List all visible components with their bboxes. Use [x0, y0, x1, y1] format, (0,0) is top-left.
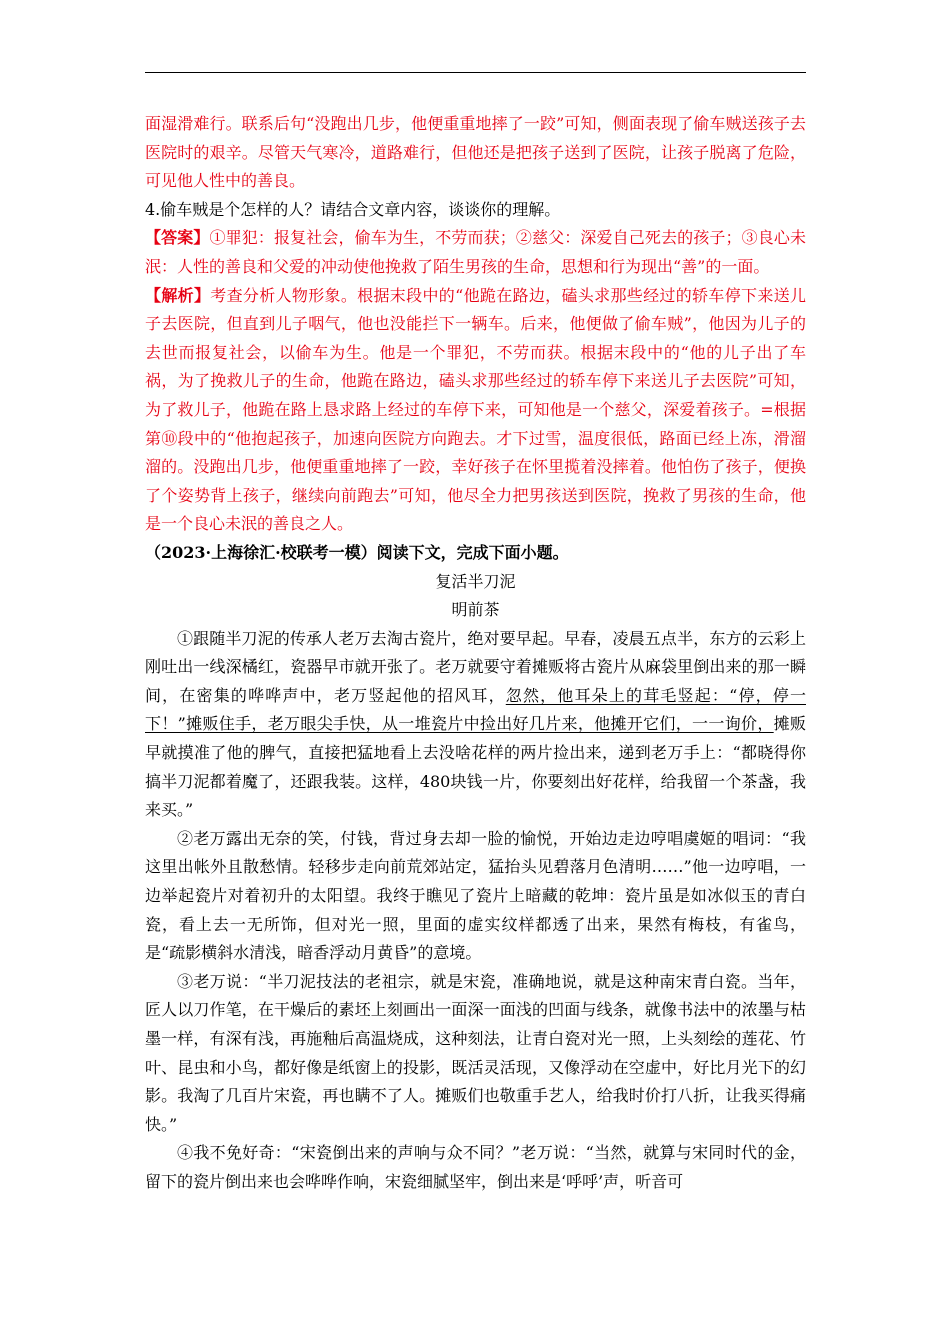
- previous-analysis-tail: 面湿滑难行。联系后句“没跑出几步，他便重重地摔了一跤”可知，侧面表现了偷车贼送孩子去医院时的艰辛。尽管天气寒冷，道路难行，但他还是把孩子送到了医院，让孩子脱离了危险，可见他人性中的善良。: [145, 114, 806, 191]
- analysis-text: 考查分析人物形象。根据末段中的“他跪在路边，磕头求那些经过的轿车停下来送儿子去医院，但直到儿子咽气，他也没能拦下一辆车。后来，他便做了偷车贼”，他因为儿子的去世而报复社会，以偷车为生。他是一个罪犯，不劳而获。根据末段中的“他的儿子出了车祸，为了挽救儿子的生命，他跪在路边，磕头求那些经过的轿车停下来送儿子去医院”可知，为了救儿子，他跪在路上恳求路上经过的车停下来，可知他是一个慈父，深爱着孩子。=根据第⑩段中的“他抱起孩子，加速向医院方向跑去。才下过雪，温度很低，路面已经上冻，滑溜溜的。没跑出几步，他便重重地摔了一跤，幸好孩子在怀里揽着没摔着。他怕伤了孩子，便换了个姿势背上孩子，继续向前跑去”可知，他尽全力把男孩送到医院，挽救了男孩的生命，他是一个良心未泯的善良之人。: [145, 285, 806, 534]
- analysis-label: 【解析】: [145, 285, 211, 305]
- analysis-4: [145, 282, 806, 539]
- answer-text: ①罪犯：报复社会，偷车为生，不劳而获；②慈父：深爱自己死去的孩子；③良心未泯：人性的善良和父爱的冲动使他挽救了陌生男孩的生命，思想和行为现出“善”的一面。: [145, 228, 806, 276]
- article-author: 明前茶: [451, 600, 500, 620]
- article-paragraph-1: [145, 625, 806, 825]
- p1-underlined-text: 忽然，他耳朵上的茸毛竖起：“停，停一下！”摊贩住手，老万眼尖手快，从一堆瓷片中捡出好几片来，他摊开它们，一一询价，: [145, 685, 806, 734]
- answer-4: [145, 224, 806, 281]
- article-title: 复活半刀泥: [435, 571, 516, 591]
- header-rule: [145, 72, 806, 73]
- question-4: 4.偷车贼是个怎样的人？请结合文章内容，谈谈你的理解。: [145, 199, 561, 219]
- answer-label: 【答案】: [145, 228, 210, 248]
- article-paragraph-2: ②老万露出无奈的笑，付钱，背过身去却一脸的愉悦，开始边走边哼唱虞姬的唱词：“我这里出帐外且散愁情。轻移步走向前荒郊站定，猛抬头见碧落月色清明……”他一边哼唱，一边举起瓷片对着初升的太阳望。我终于瞧见了瓷片上暗藏的乾坤：瓷片虽是如冰似玉的青白瓷，看上去一无所饰，但对光一照，里面的虚实纹样都透了出来，果然有梅枝，有雀鸟，是“疏影横斜水清浅，暗香浮动月黄昏”的意境。: [145, 828, 806, 963]
- article-paragraph-3: ③老万说：“半刀泥技法的老祖宗，就是宋瓷，准确地说，就是这种南宋青白瓷。当年，匠人以刀作笔，在干燥后的素坯上刻画出一面深一面浅的凹面与线条，就像书法中的浓墨与枯墨一样，有深有浅，再施釉后高温烧成，这种刻法，让青白瓷对光一照，上头刻绘的莲花、竹叶、昆虫和小鸟，都好像是纸窗上的投影，既活灵活现，又像浮动在空虚中，好比月光下的幻影。我淘了几百片宋瓷，再也瞒不了人。摊贩们也敬重手艺人，给我时价打八折，让我买得痛快。”: [145, 971, 806, 1134]
- article-paragraph-4: ④我不免好奇：“宋瓷倒出来的声响与众不同？”老万说：“当然，就算与宋同时代的金，留下的瓷片倒出来也会哗哗作响，宋瓷细腻坚牢，倒出来是‘呼呼’声，听音可: [145, 1143, 806, 1191]
- section-intro: （2023·上海徐汇·校联考一模）阅读下文，完成下面小题。: [145, 542, 569, 562]
- p1-text-b: 摊贩早就摸准了他的脾气，直接把猛地看上去没啥花样的两片捡出来，递到老万手上：“都晓得你搞半刀泥都着魔了，还跟我装。这样，480块钱一片，你要刻出好花样，给我留一个茶盏，我来买。”: [145, 714, 806, 820]
- document-body: [145, 110, 806, 1197]
- p1-text-a: ①跟随半刀泥的传承人老万去淘古瓷片，绝对要早起。早春，凌晨五点半，东方的云彩上刚吐出一线深橘红，瓷器早市就开张了。老万就要守着摊贩将古瓷片从麻袋里倒出来的那一瞬间，在密集的哗哗声中，老万竖起他的招风耳，: [145, 628, 806, 705]
